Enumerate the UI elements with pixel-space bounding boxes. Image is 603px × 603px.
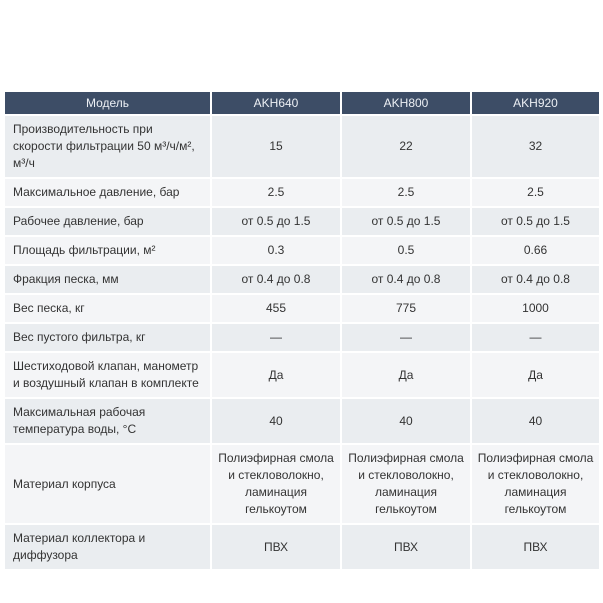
value-cell: 775	[342, 295, 470, 322]
row-label-cell: Шестиходовой клапан, манометр и воздушный клапан в комплекте	[5, 353, 210, 397]
row-label-cell: Материал коллектора и диффузора	[5, 525, 210, 569]
row-label-cell: Максимальное давление, бар	[5, 179, 210, 206]
value-cell: от 0.5 до 1.5	[342, 208, 470, 235]
specs-table-body	[5, 116, 599, 569]
value-cell: Полиэфирная смола и стекловолокно, ламинация гелькоутом	[212, 445, 340, 523]
value-cell: Да	[342, 353, 470, 397]
header-row	[5, 92, 599, 114]
row-label-cell: Производительность при скорости фильтрации 50 м³/ч/м², м³/ч	[5, 116, 210, 177]
value-cell: Да	[212, 353, 340, 397]
row-label-cell: Материал корпуса	[5, 445, 210, 523]
value-cell: 32	[472, 116, 599, 177]
table-row	[5, 116, 599, 177]
value-cell: 1000	[472, 295, 599, 322]
value-cell: 0.5	[342, 237, 470, 264]
value-cell: от 0.4 до 0.8	[212, 266, 340, 293]
value-cell: —	[342, 324, 470, 351]
specs-table-container	[3, 90, 601, 571]
table-row	[5, 445, 599, 523]
value-cell: ПВХ	[472, 525, 599, 569]
value-cell: 40	[212, 399, 340, 443]
row-label-cell: Площадь фильтрации, м²	[5, 237, 210, 264]
value-cell: от 0.5 до 1.5	[212, 208, 340, 235]
specs-table-head	[5, 92, 599, 114]
table-row	[5, 295, 599, 322]
header-cell-akh640: AKH640	[212, 92, 340, 114]
value-cell: 22	[342, 116, 470, 177]
value-cell: 0.3	[212, 237, 340, 264]
value-cell: 2.5	[212, 179, 340, 206]
value-cell: Полиэфирная смола и стекловолокно, ламинация гелькоутом	[342, 445, 470, 523]
value-cell: от 0.4 до 0.8	[342, 266, 470, 293]
value-cell: 0.66	[472, 237, 599, 264]
table-row	[5, 324, 599, 351]
value-cell: 40	[342, 399, 470, 443]
header-cell-akh800: AKH800	[342, 92, 470, 114]
row-label-cell: Фракция песка, мм	[5, 266, 210, 293]
header-cell-model: Модель	[5, 92, 210, 114]
table-row	[5, 266, 599, 293]
value-cell: Полиэфирная смола и стекловолокно, ламинация гелькоутом	[472, 445, 599, 523]
table-row	[5, 208, 599, 235]
table-row	[5, 179, 599, 206]
table-row	[5, 353, 599, 397]
value-cell: 2.5	[342, 179, 470, 206]
value-cell: 15	[212, 116, 340, 177]
row-label-cell: Вес песка, кг	[5, 295, 210, 322]
row-label-cell: Вес пустого фильтра, кг	[5, 324, 210, 351]
value-cell: 40	[472, 399, 599, 443]
row-label-cell: Рабочее давление, бар	[5, 208, 210, 235]
value-cell: от 0.5 до 1.5	[472, 208, 599, 235]
specs-table	[3, 90, 601, 571]
table-row	[5, 399, 599, 443]
row-label-cell: Максимальная рабочая температура воды, °С	[5, 399, 210, 443]
table-row	[5, 525, 599, 569]
value-cell: 455	[212, 295, 340, 322]
table-row	[5, 237, 599, 264]
value-cell: Да	[472, 353, 599, 397]
value-cell: от 0.4 до 0.8	[472, 266, 599, 293]
value-cell: ПВХ	[342, 525, 470, 569]
header-cell-akh920: AKH920	[472, 92, 599, 114]
value-cell: —	[212, 324, 340, 351]
value-cell: 2.5	[472, 179, 599, 206]
value-cell: —	[472, 324, 599, 351]
value-cell: ПВХ	[212, 525, 340, 569]
